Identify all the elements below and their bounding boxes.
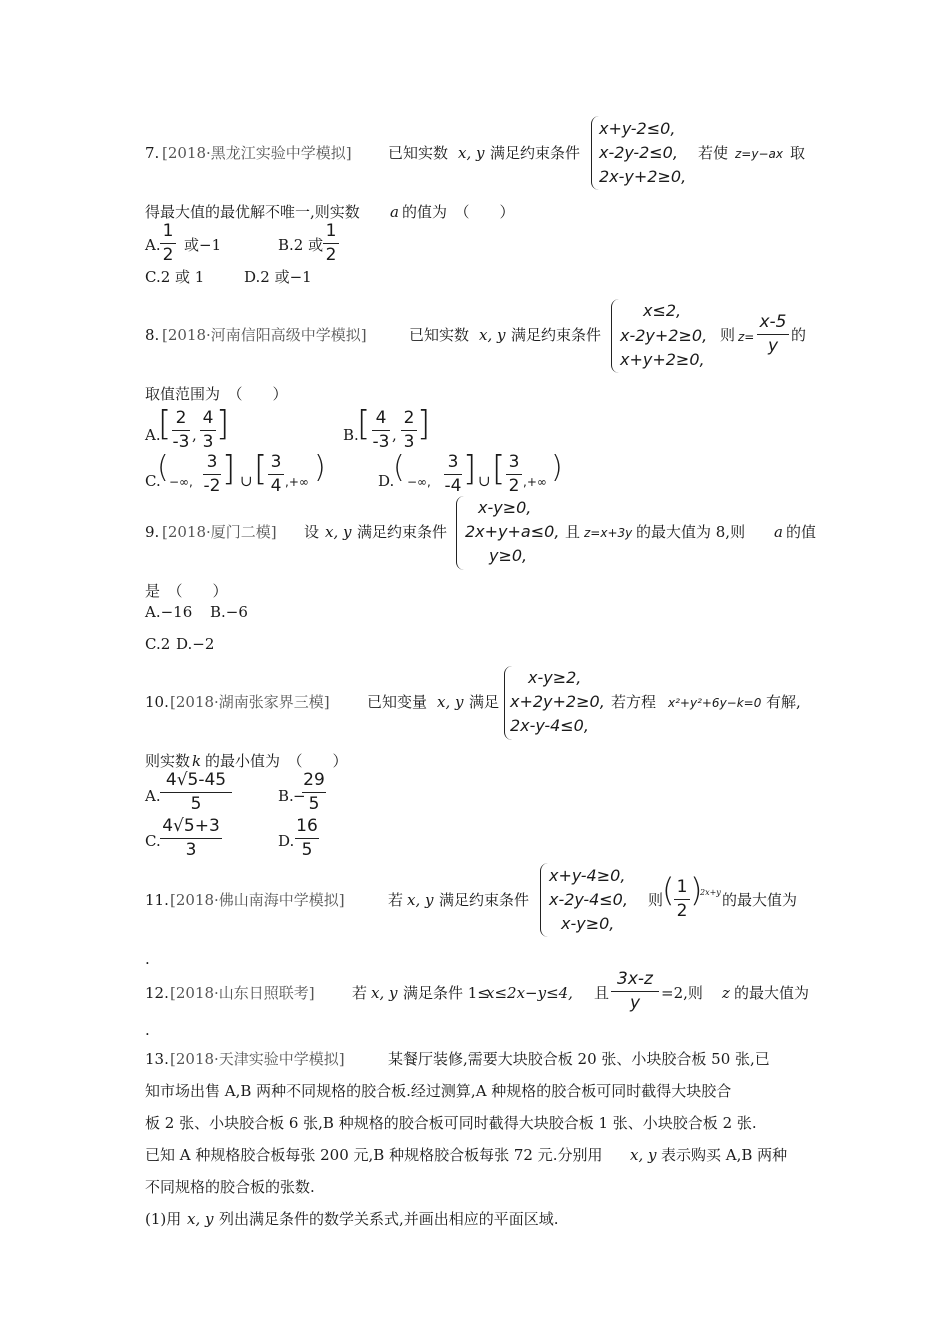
q8-brace — [611, 299, 620, 373]
q10-source: [2018·湖南张家界三模] — [170, 693, 330, 711]
fraction-denominator: 2 — [506, 474, 522, 495]
q13-line-4-vars: x, y — [630, 1146, 657, 1164]
q13-part-1-a: (1)用 — [145, 1210, 182, 1228]
q7-option-a-label: A. — [145, 236, 161, 254]
right-bracket-icon: ] — [222, 449, 236, 489]
q9-vars: x, y — [325, 523, 352, 541]
q8-text-b: 满足约束条件 — [511, 326, 602, 344]
fraction-numerator: 3 — [508, 452, 520, 472]
q9-option-a: A.−16 — [145, 603, 193, 621]
right-paren-icon: ) — [690, 871, 703, 909]
q7-option-a-text: 或−1 — [184, 236, 222, 254]
minus-sign: − — [293, 787, 306, 805]
q12-fraction — [611, 971, 659, 1012]
q11-text-c: 则 — [648, 891, 664, 909]
q8-option-b-fraction-1 — [372, 410, 390, 451]
q8-constraint-3: x+y+2≥0, — [620, 350, 705, 369]
q8-z-label: z= — [738, 330, 755, 344]
q13-part-1-vars: x, y — [187, 1210, 214, 1228]
q12-number: 12. — [145, 984, 169, 1002]
q7-line2: 得最大值的最优解不唯一,则实数 — [145, 203, 360, 221]
q7-number: 7. — [145, 144, 160, 162]
q11-source: [2018·佛山南海中学模拟] — [170, 891, 345, 909]
fraction-denominator: -3 — [172, 432, 190, 452]
q8-constraint-1: x≤2, — [643, 301, 682, 320]
q12-text-b: 满足条件 1≤ — [403, 984, 490, 1002]
q8-option-d-union: ∪ — [478, 472, 491, 490]
q8-option-d-pos-inf: ,+∞ — [523, 475, 547, 489]
fraction-denominator: 3 — [160, 838, 222, 859]
q11-blank-end: . — [145, 950, 150, 968]
q13-line-2: 知市场出售 A,B 两种不同规格的胶合板.经过测算,A 种规格的胶合板可同时截得大块胶合 — [145, 1082, 732, 1100]
q10-text-c: 若方程 — [611, 693, 657, 711]
q9-constraint-1: x-y≥0, — [478, 498, 532, 517]
q10-var-k: k — [192, 752, 202, 770]
q13-line-4a: 已知 A 种规格胶合板每张 200 元,B 种规格胶合板每张 72 元.分别用 — [145, 1146, 603, 1164]
q7-vars: x, y — [458, 144, 485, 162]
q10-option-a-fraction — [160, 772, 232, 813]
q12-inequality: x≤2x−y≤4, — [486, 984, 573, 1002]
q10-text-a: 已知变量 — [367, 693, 428, 711]
q7-objective: z=y−ax — [735, 147, 783, 161]
q11-number: 11. — [145, 891, 169, 909]
left-bracket-icon: [ — [492, 449, 506, 489]
left-bracket-icon: [ — [357, 404, 371, 444]
right-bracket-icon: ] — [417, 404, 431, 444]
q10-option-b-label: B. — [278, 787, 294, 805]
fraction-numerator: 3 — [447, 452, 459, 472]
fraction-denominator: 4 — [268, 474, 284, 495]
fraction-denominator: 3 — [200, 430, 216, 451]
q10-constraint-1: x-y≥2, — [528, 668, 582, 687]
q10-option-b-fraction — [302, 772, 326, 813]
fraction-numerator: 1 — [162, 221, 174, 241]
q10-option-d-fraction — [295, 818, 319, 859]
fraction-numerator: 4 — [375, 408, 387, 428]
q12-text-e: 的最大值为 — [734, 984, 810, 1002]
q12-text-a: 若 — [352, 984, 368, 1002]
fraction-denominator: 5 — [302, 792, 326, 813]
fraction-numerator: 2 — [175, 408, 187, 428]
q7-option-b-fraction — [323, 223, 339, 264]
q11-constraint-1: x+y-4≥0, — [549, 866, 626, 885]
q8-option-a-fraction-2 — [200, 410, 216, 451]
q12-var-z: z — [722, 984, 730, 1002]
q10-text-b: 满足 — [469, 693, 500, 711]
q9-text-a: 设 — [304, 523, 320, 541]
q7-text-d: 取 — [790, 144, 806, 162]
fraction-denominator: 3 — [401, 430, 417, 451]
q7-option-a-fraction — [160, 223, 176, 264]
q8-line2: 取值范围为 （ ） — [145, 385, 288, 403]
fraction-numerator: 3x-z — [617, 969, 653, 989]
fraction-numerator: 1 — [325, 221, 337, 241]
q9-text-b: 满足约束条件 — [357, 523, 448, 541]
q13-line-1: 某餐厅装修,需要大块胶合板 20 张、小块胶合板 50 张,已 — [388, 1050, 770, 1068]
q10-option-a-label: A. — [145, 787, 161, 805]
q11-text-a: 若 — [388, 891, 404, 909]
fraction-denominator: -2 — [203, 476, 221, 496]
q8-option-c-neg-inf: −∞, — [169, 475, 193, 489]
q12-blank-end: . — [145, 1021, 150, 1039]
fraction-numerator: 4√5-45 — [165, 770, 227, 790]
q9-line2: 是 （ ） — [145, 582, 228, 600]
q12-vars: x, y — [371, 984, 398, 1002]
fraction-denominator: 5 — [295, 838, 319, 859]
fraction-numerator: 3 — [206, 452, 218, 472]
q7-option-b-label: B.2 或 — [278, 236, 324, 254]
q7-line2-end: 的值为 （ ） — [402, 203, 515, 221]
fraction-numerator: 16 — [296, 816, 318, 836]
q10-option-c-fraction — [160, 818, 222, 859]
q13-source: [2018·天津实验中学模拟] — [170, 1050, 345, 1068]
q10-vars: x, y — [437, 693, 464, 711]
q8-option-c-fraction-2 — [268, 454, 284, 495]
q7-constraint-2: x-2y-2≤0, — [599, 143, 678, 162]
q11-text-d: 的最大值为 — [722, 891, 798, 909]
q8-z-fraction — [757, 314, 789, 355]
q8-number: 8. — [145, 326, 160, 344]
q10-option-d-label: D. — [278, 832, 295, 850]
fraction-denominator: 2 — [160, 243, 176, 264]
q8-constraint-2: x-2y+2≥0, — [620, 326, 708, 345]
q9-var-a: a — [774, 523, 783, 541]
q13-line-4b: 表示购买 A,B 两种 — [661, 1146, 788, 1164]
fraction-numerator: 1 — [676, 877, 688, 897]
q13-part-1-b: 列出满足条件的数学关系式,并画出相应的平面区域. — [219, 1210, 559, 1228]
q8-option-d-fraction-2 — [506, 454, 522, 495]
right-bracket-icon: ] — [463, 449, 477, 489]
fraction-denominator: 2 — [323, 243, 339, 264]
comma-separator: , — [192, 426, 197, 444]
q10-line2-end: 的最小值为 （ ） — [205, 752, 348, 770]
right-bracket-icon: ] — [216, 404, 230, 444]
fraction-numerator: 4√5+3 — [162, 816, 220, 836]
q10-line2: 则实数 — [145, 752, 191, 770]
q11-vars: x, y — [407, 891, 434, 909]
q8-source: [2018·河南信阳高级中学模拟] — [162, 326, 367, 344]
left-bracket-icon: [ — [254, 449, 268, 489]
q11-constraint-3: x-y≥0, — [561, 914, 615, 933]
left-paren-icon: ( — [393, 450, 405, 485]
q7-option-d: D.2 或−1 — [244, 268, 312, 286]
q8-option-c-label: C. — [145, 472, 161, 490]
q9-constraint-2: 2x+y+a≤0, — [465, 522, 560, 541]
fraction-denominator: 2 — [674, 899, 690, 920]
right-paren-icon: ) — [551, 450, 563, 485]
fraction-numerator: 2 — [403, 408, 415, 428]
q7-option-c: C.2 或 1 — [145, 268, 205, 286]
q8-option-c-union: ∪ — [240, 472, 253, 490]
q9-brace — [456, 496, 465, 570]
q9-text-e: 的值 — [786, 523, 817, 541]
q8-text-c: 则 — [720, 326, 736, 344]
q10-option-c-label: C. — [145, 832, 161, 850]
q12-text-d: =2,则 — [661, 984, 703, 1002]
fraction-denominator: 5 — [160, 792, 232, 813]
q11-exponent: 2x+y — [700, 888, 721, 897]
q9-option-c: C.2 — [145, 635, 171, 653]
fraction-denominator: -4 — [444, 476, 462, 496]
q7-text-a: 已知实数 — [388, 144, 449, 162]
q10-equation: x²+y²+6y−k=0 — [668, 696, 762, 710]
q8-text-a: 已知实数 — [409, 326, 470, 344]
left-paren-icon: ( — [157, 450, 169, 485]
q9-option-d: D.−2 — [176, 635, 215, 653]
q13-line-5: 不同规格的胶合板的张数. — [145, 1178, 315, 1196]
q7-source: [2018·黑龙江实验中学模拟] — [162, 144, 352, 162]
left-bracket-icon: [ — [158, 404, 172, 444]
q12-source: [2018·山东日照联考] — [170, 984, 315, 1002]
left-paren-icon: ( — [662, 871, 675, 909]
q8-option-d-label: D. — [378, 472, 395, 490]
q8-option-c-pos-inf: ,+∞ — [285, 475, 309, 489]
q7-constraint-3: 2x-y+2≥0, — [599, 167, 687, 186]
q7-constraint-1: x+y-2≤0, — [599, 119, 676, 138]
fraction-denominator: y — [757, 334, 789, 355]
fraction-numerator: 3 — [270, 452, 282, 472]
q9-option-b: B.−6 — [210, 603, 248, 621]
q8-option-d-fraction-1 — [444, 454, 462, 495]
q7-text-b: 满足约束条件 — [490, 144, 581, 162]
q11-text-b: 满足约束条件 — [439, 891, 530, 909]
q11-base-fraction — [674, 879, 690, 920]
q10-constraint-2: x+2y+2≥0, — [510, 692, 605, 711]
q7-var-a: a — [390, 203, 399, 221]
q11-brace — [540, 863, 549, 937]
q8-option-a-label: A. — [145, 426, 161, 444]
q11-constraint-2: x-2y-4≤0, — [549, 890, 628, 909]
q8-option-c-fraction-1 — [203, 454, 221, 495]
fraction-numerator: 29 — [303, 770, 325, 790]
q9-constraint-3: y≥0, — [489, 546, 528, 565]
q10-constraint-3: 2x-y-4≤0, — [510, 716, 589, 735]
q10-text-d: 有解, — [766, 693, 801, 711]
q9-text-d: 的最大值为 8,则 — [636, 523, 746, 541]
q8-option-b-fraction-2 — [401, 410, 417, 451]
q10-number: 10. — [145, 693, 169, 711]
fraction-denominator: -3 — [372, 432, 390, 452]
q8-option-b-label: B. — [343, 426, 359, 444]
right-paren-icon: ) — [314, 450, 326, 485]
fraction-denominator: y — [611, 991, 659, 1012]
q9-objective: z=x+3y — [584, 526, 633, 540]
q8-vars: x, y — [479, 326, 506, 344]
q9-number: 9. — [145, 523, 160, 541]
q13-number: 13. — [145, 1050, 169, 1068]
fraction-numerator: x-5 — [759, 312, 787, 332]
comma-separator: , — [392, 426, 397, 444]
q8-text-d: 的 — [791, 326, 807, 344]
q8-option-a-fraction-1 — [172, 410, 190, 451]
q7-text-c: 若使 — [698, 144, 729, 162]
q12-text-c: 且 — [594, 984, 610, 1002]
q8-option-d-neg-inf: −∞, — [407, 475, 431, 489]
q13-line-3: 板 2 张、小块胶合板 6 张,B 种规格的胶合板可同时截得大块胶合板 1 张、小块胶合板 2 张. — [145, 1114, 757, 1132]
fraction-numerator: 4 — [202, 408, 214, 428]
q9-source: [2018·厦门二模] — [162, 523, 277, 541]
q9-text-c: 且 — [565, 523, 581, 541]
